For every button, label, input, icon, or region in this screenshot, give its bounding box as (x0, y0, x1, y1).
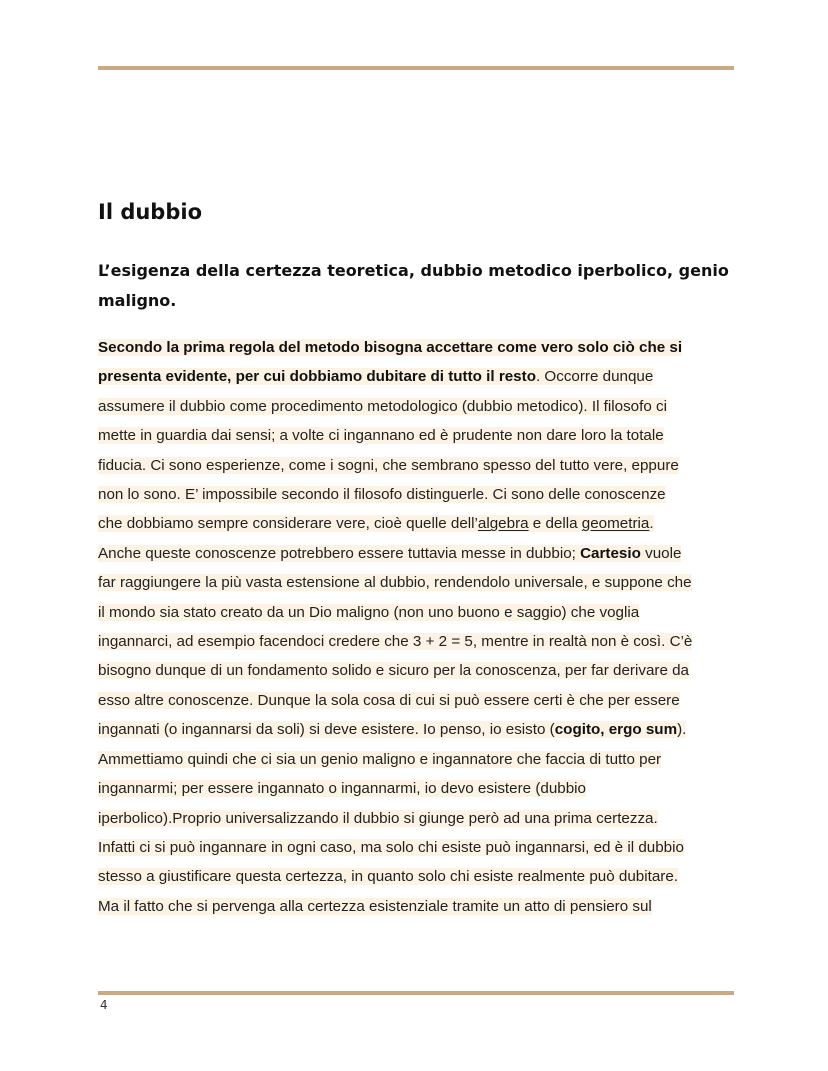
body-line: Infatti ci si può ingannare in ogni caso, ma solo chi esiste può ingannarsi, ed è il dubbio (98, 838, 684, 856)
top-rule (98, 66, 734, 70)
page-number: 4 (100, 998, 108, 1012)
bottom-rule (98, 991, 734, 995)
body-line: far raggiungere la più vasta estensione al dubbio, rendendolo universale, e suppone che (98, 574, 692, 592)
body-line: assumere il dubbio come procedimento metodologico (dubbio metodico). Il filosofo ci (98, 397, 667, 415)
body-line: esso altre conoscenze. Dunque la sola cosa di cui si può essere certi è che per essere (98, 691, 680, 709)
section-subtitle (98, 256, 738, 316)
body-line: iperbolico).Proprio universalizzando il dubbio si giunge però ad una prima certezza. (98, 809, 658, 827)
body-line: ingannarci, ad esempio facendoci credere che 3 + 2 = 5, mentre in realtà non è così. C’è (98, 633, 693, 651)
body-line: il mondo sia stato creato da un Dio maligno (non uno buono e saggio) che voglia (98, 603, 640, 621)
subtitle-line: L’esigenza della certezza teoretica, dubbio metodico iperbolico, genio (98, 261, 729, 280)
body-line: stesso a giustificare questa certezza, in quanto solo chi esiste realmente può dubitare. (98, 868, 678, 886)
body-line: Ammettiamo quindi che ci sia un genio maligno e ingannatore che faccia di tutto per (98, 750, 662, 768)
body-line: ingannati (o ingannarsi da soli) si deve esistere. Io penso, io esisto (cogito, ergo sum). (98, 721, 687, 739)
body-line: presenta evidente, per cui dobbiamo dubitare di tutto il resto. Occorre dunque (98, 368, 654, 386)
body-line: mette in guardia dai sensi; a volte ci ingannano ed è prudente non dare loro la totale (98, 427, 664, 445)
body-line: ingannarmi; per essere ingannato o ingannarmi, io devo esistere (dubbio (98, 780, 586, 798)
link-algebra[interactable]: algebra (477, 515, 529, 533)
body-line: fiducia. Ci sono esperienze, come i sogni, che sembrano spesso del tutto vere, eppure (98, 456, 679, 474)
body-line: non lo sono. E’ impossibile secondo il filosofo distinguerle. Ci sono delle conoscenze (98, 486, 666, 504)
body-line: bisogno dunque di un fondamento solido e sicuro per la conoscenza, per far derivare da (98, 662, 690, 680)
subtitle-line: maligno. (98, 291, 177, 310)
body-line: che dobbiamo sempre considerare vere, cioè quelle dell’algebra e della geometria. (98, 515, 654, 533)
body-line: Secondo la prima regola del metodo bisogna accettare come vero solo ciò che si (98, 339, 683, 356)
body-text (98, 333, 738, 921)
section-title: Il dubbio (98, 200, 202, 224)
link-geometria[interactable]: geometria (581, 515, 650, 533)
body-line: Anche queste conoscenze potrebbero essere tuttavia messe in dubbio; Cartesio vuole (98, 544, 682, 562)
body-line: Ma il fatto che si pervenga alla certezza esistenziale tramite un atto di pensiero sul (98, 897, 652, 915)
